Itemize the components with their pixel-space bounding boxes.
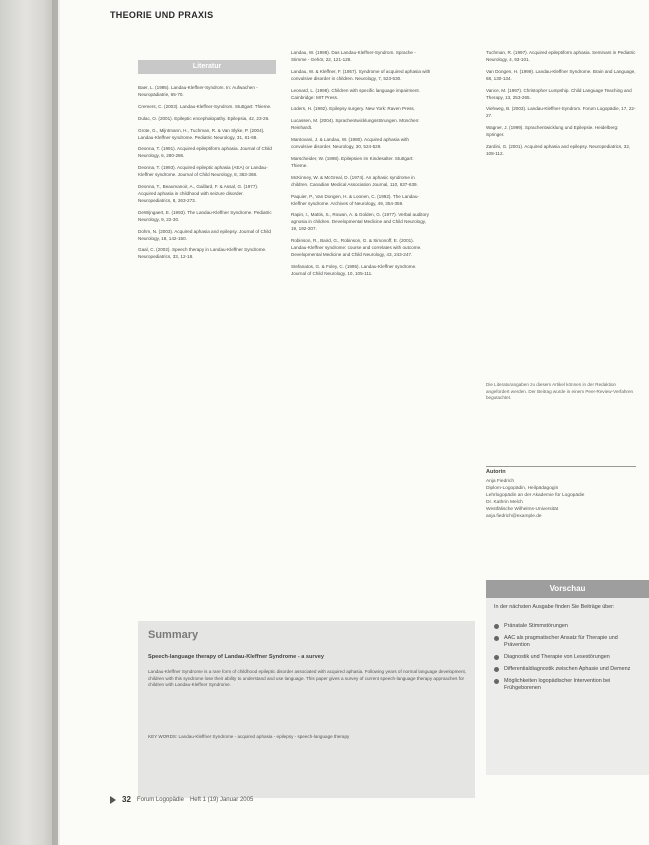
reference: Cremers, C. (2003). Landau-Kleffner-Syndrom. Stuttgart: Thieme. (138, 103, 272, 109)
arrow-right-icon (110, 796, 116, 804)
reference: Mantovani, J. & Landau, W. (1980). Acquired aphasia with convulsive disorder. Neurology, 30, 524-529. (291, 137, 409, 150)
reference: Tuchman, R. (1997). Acquired epileptiform aphasia. Seminars in Pediatric Neurology, 4, 93-101. (486, 50, 636, 62)
preview-item-label: AAC als pragmatischer Ansatz für Therapie und Prävention (504, 635, 618, 648)
reference: Lucassen, M. (2004). Sprachentwicklungsstörungen. München: Reinhardt. (291, 118, 420, 131)
reference: Viehweg, B. (2003). Landau-Kleffner-Syndrom. Forum Logopädie, 17, 22-27. (486, 106, 636, 119)
author-line: Dr. Kathrin Melch (486, 500, 523, 505)
reference: Marscheider, W. (1998). Epilepsien im Kindesalter. Stuttgart: Thieme. (291, 155, 414, 168)
preview-item-label: Differentialdiagnostik zwischen Aphasie und Demenz (504, 666, 631, 672)
reference: McKinney, W. & McGreal, D. (1974). An aphasic syndrome in children. Canadian Medical Association Journal, 110, 637-639. (291, 174, 418, 187)
book-spine (0, 0, 58, 845)
bullet-icon (494, 624, 499, 629)
reference: Lüders, H. (1992). Epilepsy surgery. New York: Raven Press. (291, 106, 416, 112)
journal-issue: Heft 1 (19) Januar 2005 (189, 796, 254, 803)
literature-column-1 (138, 85, 276, 266)
author-info (486, 478, 636, 520)
reference: Paquier, P., Van Dongen, H. & Loonen, C. (1992). The Landau-Kleffner syndrome. Archives of Neurology, 49, 354-359. (291, 193, 419, 206)
bullet-icon (494, 636, 499, 641)
author-heading: Autorin (486, 466, 636, 475)
bullet-icon (494, 679, 499, 684)
bullet-icon (494, 667, 499, 672)
preview-item (494, 678, 644, 692)
summary-keywords: KEY WORDS: Landau-Kleffner Syndrome - acquired aphasia - epilepsy - speech-language therapy (148, 734, 350, 739)
preview-item (494, 666, 644, 673)
literature-heading: Literatur (138, 60, 276, 74)
section-title: THEORIE UND PRAXIS (110, 10, 214, 20)
reference: Baer, L. (1995). Landau-Kleffner-Syndrom. In: Aufwachen - Neuropädiatrie, 65-70. (138, 85, 258, 97)
reference: Robinson, R., Baird, G., Robinson, G. & Simonoff, E. (2001). Landau-Kleffner syndrome: course and correlates with outcome. Developmental Medicine and Child Neurology, 43, 243-247. (291, 238, 422, 257)
reference: Rapin, I., Mattis, S., Rowan, A. & Golden, G. (1977). Verbal auditory agnosia in children. Developmental Medicine and Child Neurology, 19, 192-207. (291, 212, 429, 232)
reference: Zardini, G. (2001). Acquired aphasia and epilepsy. Neuropediatrics, 32, 108-112. (486, 144, 631, 156)
reference: Van Dongen, H. (1999). Landau-Kleffner Syndrome. Brain and Language, 68, 130-134. (486, 68, 636, 81)
journal-name: Forum Logopädie (136, 796, 184, 803)
author-line: Lehrlogopädin an der Akademie für Logopädie (486, 493, 585, 498)
preview-item-label: Diagnostik und Therapie von Lesestörungen (504, 654, 610, 660)
author-line: Diplom-Logopädin, Heilpädagogin (486, 486, 559, 491)
author-line: anja.fiedrich@example.de (486, 514, 542, 519)
preview-item-label: Pränatale Stimmstörungen (504, 623, 568, 629)
reference: Landau, W. & Kleffner, F. (1957). Syndrome of acquired aphasia with convulsive disorder in children. Neurology, 7, 523-530. (291, 68, 431, 81)
preview-item (494, 623, 644, 630)
reference: DeWijngaert, E. (1993). The Landau-Kleffner Syndrome. Pediatric Neurology, 9, 22-30. (138, 209, 272, 222)
reference: Deonna, T. (1991). Acquired epileptiform aphasia. Journal of Child Neurology, 6, 280-286. (138, 146, 272, 159)
review-note: Die Literaturangaben zu diesem Artikel können in der Redaktion angefordert werden. Der Beitrag wurde in einem Peer-Review-Verfahren begutachtet. (486, 382, 634, 401)
preview-box (486, 580, 649, 775)
reference: Dulac, O. (2001). Epileptic encephalopathy. Epilepsia, 42, 23-26. (138, 115, 270, 121)
literature-column-3 (486, 50, 636, 163)
summary-text: Landau-Kleffner Syndrome is a rare form of childhood epileptic disorder associated with acquired aphasia. Following years of normal language development, children with this syndrome lose their ability to understand and use language. This paper gives a survey of current speech-language therapy approaches for children with Landau-Kleffner Syndrome. (148, 669, 467, 688)
page-footer (110, 795, 253, 804)
preview-list (494, 623, 644, 697)
reference: Leonard, L. (1998). Children with specific language impairment. Cambridge: MIT Press. (291, 87, 420, 100)
author-line: Westfälische Wilhelms-Universität (486, 507, 559, 512)
reference: Dohm, N. (2003). Acquired aphasia and epilepsy. Journal of Child Neurology, 18, 142-150. (138, 228, 271, 241)
page-number: 32 (122, 795, 131, 804)
reference: Grote, G., Mijntmann, H., Tuchman, R. & Van Slyke, P. (2004). Landau-Kleffner syndrome. Pediatric Neurology, 31, 61-68. (138, 127, 265, 140)
preview-item-label: Möglichkeiten logopädischer Intervention bei Frühgeborenen (504, 678, 611, 691)
reference: Stefanatos, G. & Foley, C. (1995). Landau-Kleffner syndrome. Journal of Child Neurology, 10, 105-111. (291, 263, 417, 276)
reference: Deonna, T. (1993). Acquired epileptic aphasia (AEA) or Landau-Kleffner syndrome. Journal of Child Neurology, 8, 363-368. (138, 165, 268, 178)
preview-intro: In der nächsten Ausgabe finden Sie Beiträge über: (494, 604, 615, 610)
summary-box (138, 621, 475, 798)
author-line: Anja Fiedrich (486, 479, 514, 484)
summary-title: Summary (148, 629, 199, 641)
summary-subtitle: Speech-language therapy of Landau-Kleffner Syndrome - a survey (148, 654, 324, 660)
preview-heading: Vorschau (486, 580, 649, 598)
bullet-icon (494, 655, 499, 660)
reference: Landau, W. (1998). Das Landau-Kleffner-Syndrom. Sprache - Stimme - Gehör, 22, 121-128. (291, 50, 416, 62)
reference: Vance, M. (1997). Christopher Lumpship. Child Language Teaching and Therapy, 13, 253-265. (486, 87, 632, 100)
preview-item (494, 635, 644, 649)
reference: Wagner, J. (1999). Sprachentwicklung und Epilepsie. Heidelberg: Springer. (486, 125, 619, 138)
reference: Gaal, C. (2002). Speech therapy in Landau-Kleffner Syndrome. Neuropediatrics, 33, 12-18. (138, 247, 267, 260)
preview-item (494, 654, 644, 661)
reference: Deonna, T., Beaumanoir, A., Gaillard, F. & Assal, G. (1977). Acquired aphasia in childhood with seizure disorder. Neuropediatrics, 8, 263-273. (138, 184, 259, 203)
literature-column-2 (291, 50, 431, 283)
